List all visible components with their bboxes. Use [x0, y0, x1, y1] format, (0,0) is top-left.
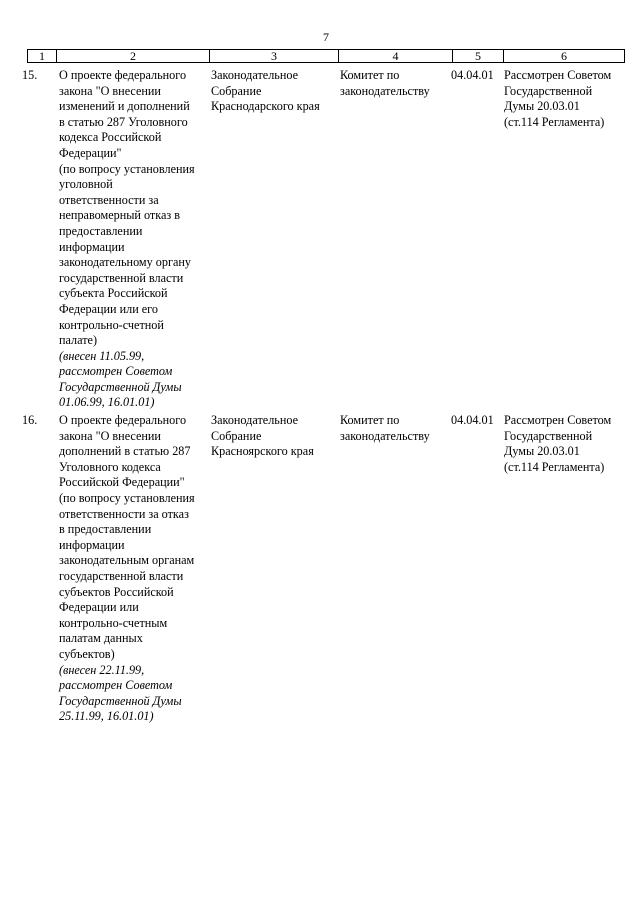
status [504, 68, 636, 130]
bill-title-line: (по вопросу установления [59, 490, 195, 505]
submission-note-line: рассмотрен Советом [59, 364, 173, 379]
entry-number: 16. [22, 413, 38, 427]
page-number: 7 [323, 30, 329, 44]
bill-title-line: контрольно-счетной [59, 317, 164, 332]
bill-title-line: изменений и дополнений [59, 99, 190, 114]
status [504, 413, 636, 475]
bill-title-line: субъекта Российской [59, 286, 168, 301]
bill-title-line: субъектов) [59, 646, 115, 661]
bill-title [59, 68, 207, 411]
initiator-line: Законодательное [211, 413, 299, 427]
bill-title-line: палате) [59, 333, 98, 348]
bill-title-line: контрольно-счетным [59, 615, 168, 630]
bill-title-line: О проекте федерального [59, 413, 187, 427]
bill-title-line: в предоставлении [59, 522, 152, 537]
bill-title-line: субъектов Российской [59, 584, 174, 599]
committee [340, 68, 450, 99]
bill-title-line: ответственности за [59, 192, 159, 207]
status-line: Государственной [504, 83, 593, 98]
status-line: (ст.114 Регламента) [504, 114, 605, 129]
bill-title-line: информации [59, 239, 125, 254]
submission-note-line: (внесен 22.11.99, [59, 662, 145, 677]
initiator-line: Красноярского края [211, 444, 314, 459]
bill-title-line: закона "О внесении [59, 428, 161, 443]
header-col-3: 3 [210, 50, 339, 62]
bill-title-line: в статью 287 Уголовного [59, 114, 188, 129]
bill-title-line: законодательному органу [59, 255, 192, 270]
date: 04.04.01 [451, 68, 494, 82]
bill-title-line: О проекте федерального [59, 68, 187, 82]
bill-title-line: Федерации" [59, 145, 122, 160]
initiator [211, 68, 336, 115]
status-line: Государственной [504, 428, 593, 443]
header-col-5: 5 [453, 50, 504, 62]
bill-title-line: (по вопросу установления [59, 161, 195, 176]
bill-title-line: государственной власти [59, 568, 184, 583]
header-col-2: 2 [57, 50, 210, 62]
header-col-4: 4 [339, 50, 453, 62]
submission-note-line: (внесен 11.05.99, [59, 348, 145, 363]
submission-note-line: 01.06.99, 16.01.01) [59, 395, 155, 410]
committee-line: законодательству [340, 428, 430, 443]
initiator-line: Собрание [211, 83, 262, 98]
initiator-line: Законодательное [211, 68, 299, 82]
bill-title-line: неправомерный отказ в [59, 208, 181, 223]
submission-note-line: рассмотрен Советом [59, 678, 173, 693]
entry-number: 15. [22, 68, 38, 82]
submission-note-line: Государственной Думы [59, 379, 182, 394]
committee-line: законодательству [340, 83, 430, 98]
status-line: (ст.114 Регламента) [504, 459, 605, 474]
committee [340, 413, 450, 444]
status-line: Думы 20.03.01 [504, 99, 580, 114]
bill-title-line: законодательным органам [59, 553, 195, 568]
bill-title-line: ответственности за отказ [59, 506, 189, 521]
bill-title-line: Российской Федерации" [59, 475, 185, 490]
bill-title-line: Уголовного кодекса [59, 459, 161, 474]
initiator-line: Собрание [211, 428, 262, 443]
bill-title-line: предоставлении [59, 223, 143, 238]
initiator-line: Краснодарского края [211, 99, 320, 114]
submission-note-line: 25.11.99, 16.01.01) [59, 709, 154, 724]
header-col-6: 6 [561, 49, 567, 63]
status-line: Рассмотрен Советом [504, 413, 612, 427]
initiator [211, 413, 336, 460]
bill-title-line: закона "О внесении [59, 83, 161, 98]
bill-title-line: палатам данных [59, 631, 143, 646]
bill-title-line: дополнений в статью 287 [59, 444, 191, 459]
bill-title [59, 413, 207, 725]
bill-title-line: Федерации или его [59, 301, 158, 316]
bill-title-line: уголовной [59, 177, 113, 192]
status-line: Рассмотрен Советом [504, 68, 612, 82]
bill-title-line: кодекса Российской [59, 130, 162, 145]
bill-title-line: государственной власти [59, 270, 184, 285]
committee-line: Комитет по [340, 413, 400, 427]
table-header-row [27, 49, 625, 63]
committee-line: Комитет по [340, 68, 400, 82]
status-line: Думы 20.03.01 [504, 444, 580, 459]
bill-title-line: Федерации или [59, 600, 139, 615]
date: 04.04.01 [451, 413, 494, 427]
header-col-1: 1 [28, 50, 57, 62]
bill-title-line: информации [59, 537, 125, 552]
submission-note-line: Государственной Думы [59, 693, 182, 708]
